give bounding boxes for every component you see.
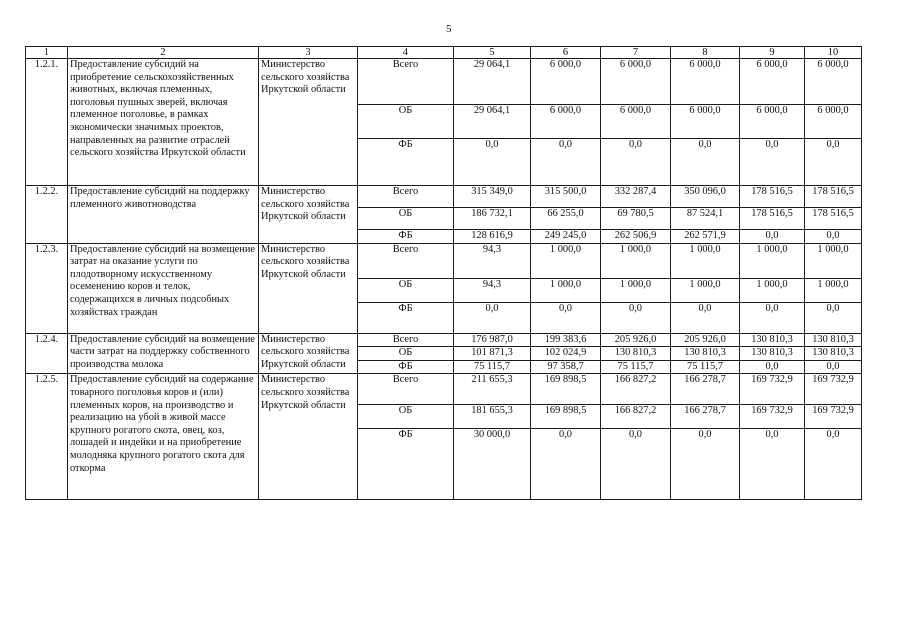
amount-cell: 130 810,3 [805,333,862,347]
column-header: 10 [805,47,862,59]
amount-cell: 29 064,1 [454,105,531,139]
funding-source: ОБ [358,405,454,429]
amount-cell: 1 000,0 [671,243,740,278]
amount-cell: 130 810,3 [601,347,671,361]
amount-cell: 0,0 [671,429,740,500]
row-number: 1.2.2. [26,186,68,244]
amount-cell: 0,0 [805,230,862,244]
amount-cell: 169 732,9 [740,405,805,429]
funding-source: ОБ [358,105,454,139]
amount-cell: 6 000,0 [805,59,862,105]
amount-cell: 6 000,0 [671,105,740,139]
amount-cell: 1 000,0 [601,243,671,278]
amount-cell: 6 000,0 [601,105,671,139]
amount-cell: 332 287,4 [601,186,671,208]
column-header: 1 [26,47,68,59]
funding-source: ОБ [358,347,454,361]
executor-name: Министерство сельского хозяйства Иркутской области [259,59,358,186]
amount-cell: 6 000,0 [805,105,862,139]
row-number: 1.2.4. [26,333,68,374]
amount-cell: 29 064,1 [454,59,531,105]
amount-cell: 199 383,6 [531,333,601,347]
amount-cell: 130 810,3 [805,347,862,361]
amount-cell: 169 732,9 [740,374,805,405]
amount-cell: 166 827,2 [601,374,671,405]
executor-name: Министерство сельского хозяйства Иркутской области [259,333,358,374]
executor-name: Министерство сельского хозяйства Иркутской области [259,243,358,333]
amount-cell: 0,0 [740,230,805,244]
funding-source: Всего [358,243,454,278]
table-row [26,374,862,405]
column-header: 5 [454,47,531,59]
amount-cell: 315 500,0 [531,186,601,208]
measure-name: Предоставление субсидий на поддержку племенного животноводства [68,186,259,244]
amount-cell: 0,0 [671,139,740,186]
amount-cell: 0,0 [601,302,671,333]
amount-cell: 176 987,0 [454,333,531,347]
amount-cell: 94,3 [454,243,531,278]
amount-cell: 0,0 [805,302,862,333]
column-header: 6 [531,47,601,59]
amount-cell: 0,0 [740,429,805,500]
page-number: 5 [446,23,452,35]
amount-cell: 262 506,9 [601,230,671,244]
amount-cell: 97 358,7 [531,360,601,374]
measure-name: Предоставление субсидий на возмещение затрат на оказание услуги по плодотворному искусственному осеменению коров и телок, содержащихся в личных подсобных хозяйствах граждан [68,243,259,333]
amount-cell: 1 000,0 [805,243,862,278]
amount-cell: 205 926,0 [671,333,740,347]
funding-source: Всего [358,186,454,208]
amount-cell: 169 732,9 [805,374,862,405]
amount-cell: 166 278,7 [671,374,740,405]
executor-name: Министерство сельского хозяйства Иркутской области [259,374,358,500]
measure-name: Предоставление субсидий на возмещение части затрат на поддержку собственного производства молока [68,333,259,374]
funding-source: Всего [358,333,454,347]
amount-cell: 30 000,0 [454,429,531,500]
table-row [26,333,862,347]
amount-cell: 75 115,7 [601,360,671,374]
amount-cell: 6 000,0 [740,59,805,105]
amount-cell: 186 732,1 [454,208,531,230]
amount-cell: 75 115,7 [671,360,740,374]
amount-cell: 6 000,0 [740,105,805,139]
amount-cell: 6 000,0 [531,105,601,139]
amount-cell: 205 926,0 [601,333,671,347]
amount-cell: 178 516,5 [740,208,805,230]
funding-source: Всего [358,374,454,405]
funding-source: ФБ [358,302,454,333]
funding-source: ОБ [358,278,454,302]
amount-cell: 1 000,0 [671,278,740,302]
amount-cell: 350 096,0 [671,186,740,208]
measure-name: Предоставление субсидий на приобретение сельскохозяйственных животных, включая племенных, поголовья пушных зверей, включая племенное поголовье, в рамках экономически значимых проектов, направленных на развитие отраслей сельского хозяйства Иркутской области [68,59,259,186]
row-number: 1.2.5. [26,374,68,500]
row-number: 1.2.3. [26,243,68,333]
amount-cell: 178 516,5 [805,186,862,208]
row-number: 1.2.1. [26,59,68,186]
amount-cell: 262 571,9 [671,230,740,244]
amount-cell: 0,0 [805,429,862,500]
amount-cell: 128 616,9 [454,230,531,244]
column-header: 4 [358,47,454,59]
amount-cell: 102 024,9 [531,347,601,361]
amount-cell: 211 655,3 [454,374,531,405]
measure-name: Предоставление субсидий на содержание товарного поголовья коров и (или) племенных коров, на производство и реализацию на убой в живой массе крупного рогатого скота, овец, коз, лошадей и индейки и на приобретение молодняка крупного рогатого скота для откорма [68,374,259,500]
amount-cell: 130 810,3 [740,333,805,347]
amount-cell: 169 898,5 [531,405,601,429]
amount-cell: 166 278,7 [671,405,740,429]
amount-cell: 1 000,0 [740,278,805,302]
funding-source: ФБ [358,360,454,374]
amount-cell: 249 245,0 [531,230,601,244]
amount-cell: 6 000,0 [601,59,671,105]
amount-cell: 0,0 [531,139,601,186]
amount-cell: 0,0 [531,302,601,333]
column-header: 8 [671,47,740,59]
amount-cell: 166 827,2 [601,405,671,429]
column-header: 2 [68,47,259,59]
amount-cell: 169 732,9 [805,405,862,429]
amount-cell: 181 655,3 [454,405,531,429]
amount-cell: 0,0 [454,302,531,333]
table-row [26,243,862,278]
amount-cell: 1 000,0 [531,243,601,278]
amount-cell: 6 000,0 [671,59,740,105]
amount-cell: 0,0 [601,429,671,500]
amount-cell: 101 871,3 [454,347,531,361]
amount-cell: 130 810,3 [740,347,805,361]
amount-cell: 0,0 [454,139,531,186]
amount-cell: 178 516,5 [740,186,805,208]
funding-source: ФБ [358,139,454,186]
amount-cell: 0,0 [805,360,862,374]
funding-source: ОБ [358,208,454,230]
amount-cell: 87 524,1 [671,208,740,230]
amount-cell: 0,0 [805,139,862,186]
amount-cell: 75 115,7 [454,360,531,374]
budget-table [25,46,862,500]
table-row [26,186,862,208]
amount-cell: 6 000,0 [531,59,601,105]
amount-cell: 0,0 [601,139,671,186]
executor-name: Министерство сельского хозяйства Иркутской области [259,186,358,244]
amount-cell: 0,0 [671,302,740,333]
funding-source: ФБ [358,429,454,500]
amount-cell: 0,0 [531,429,601,500]
amount-cell: 1 000,0 [805,278,862,302]
amount-cell: 69 780,5 [601,208,671,230]
amount-cell: 169 898,5 [531,374,601,405]
column-header: 3 [259,47,358,59]
amount-cell: 94,3 [454,278,531,302]
amount-cell: 1 000,0 [601,278,671,302]
funding-source: ФБ [358,230,454,244]
column-header: 7 [601,47,671,59]
column-header: 9 [740,47,805,59]
amount-cell: 0,0 [740,139,805,186]
amount-cell: 66 255,0 [531,208,601,230]
amount-cell: 0,0 [740,360,805,374]
funding-source: Всего [358,59,454,105]
table-row [26,59,862,105]
amount-cell: 178 516,5 [805,208,862,230]
amount-cell: 0,0 [740,302,805,333]
amount-cell: 130 810,3 [671,347,740,361]
header-row [26,47,862,59]
amount-cell: 1 000,0 [531,278,601,302]
amount-cell: 1 000,0 [740,243,805,278]
amount-cell: 315 349,0 [454,186,531,208]
